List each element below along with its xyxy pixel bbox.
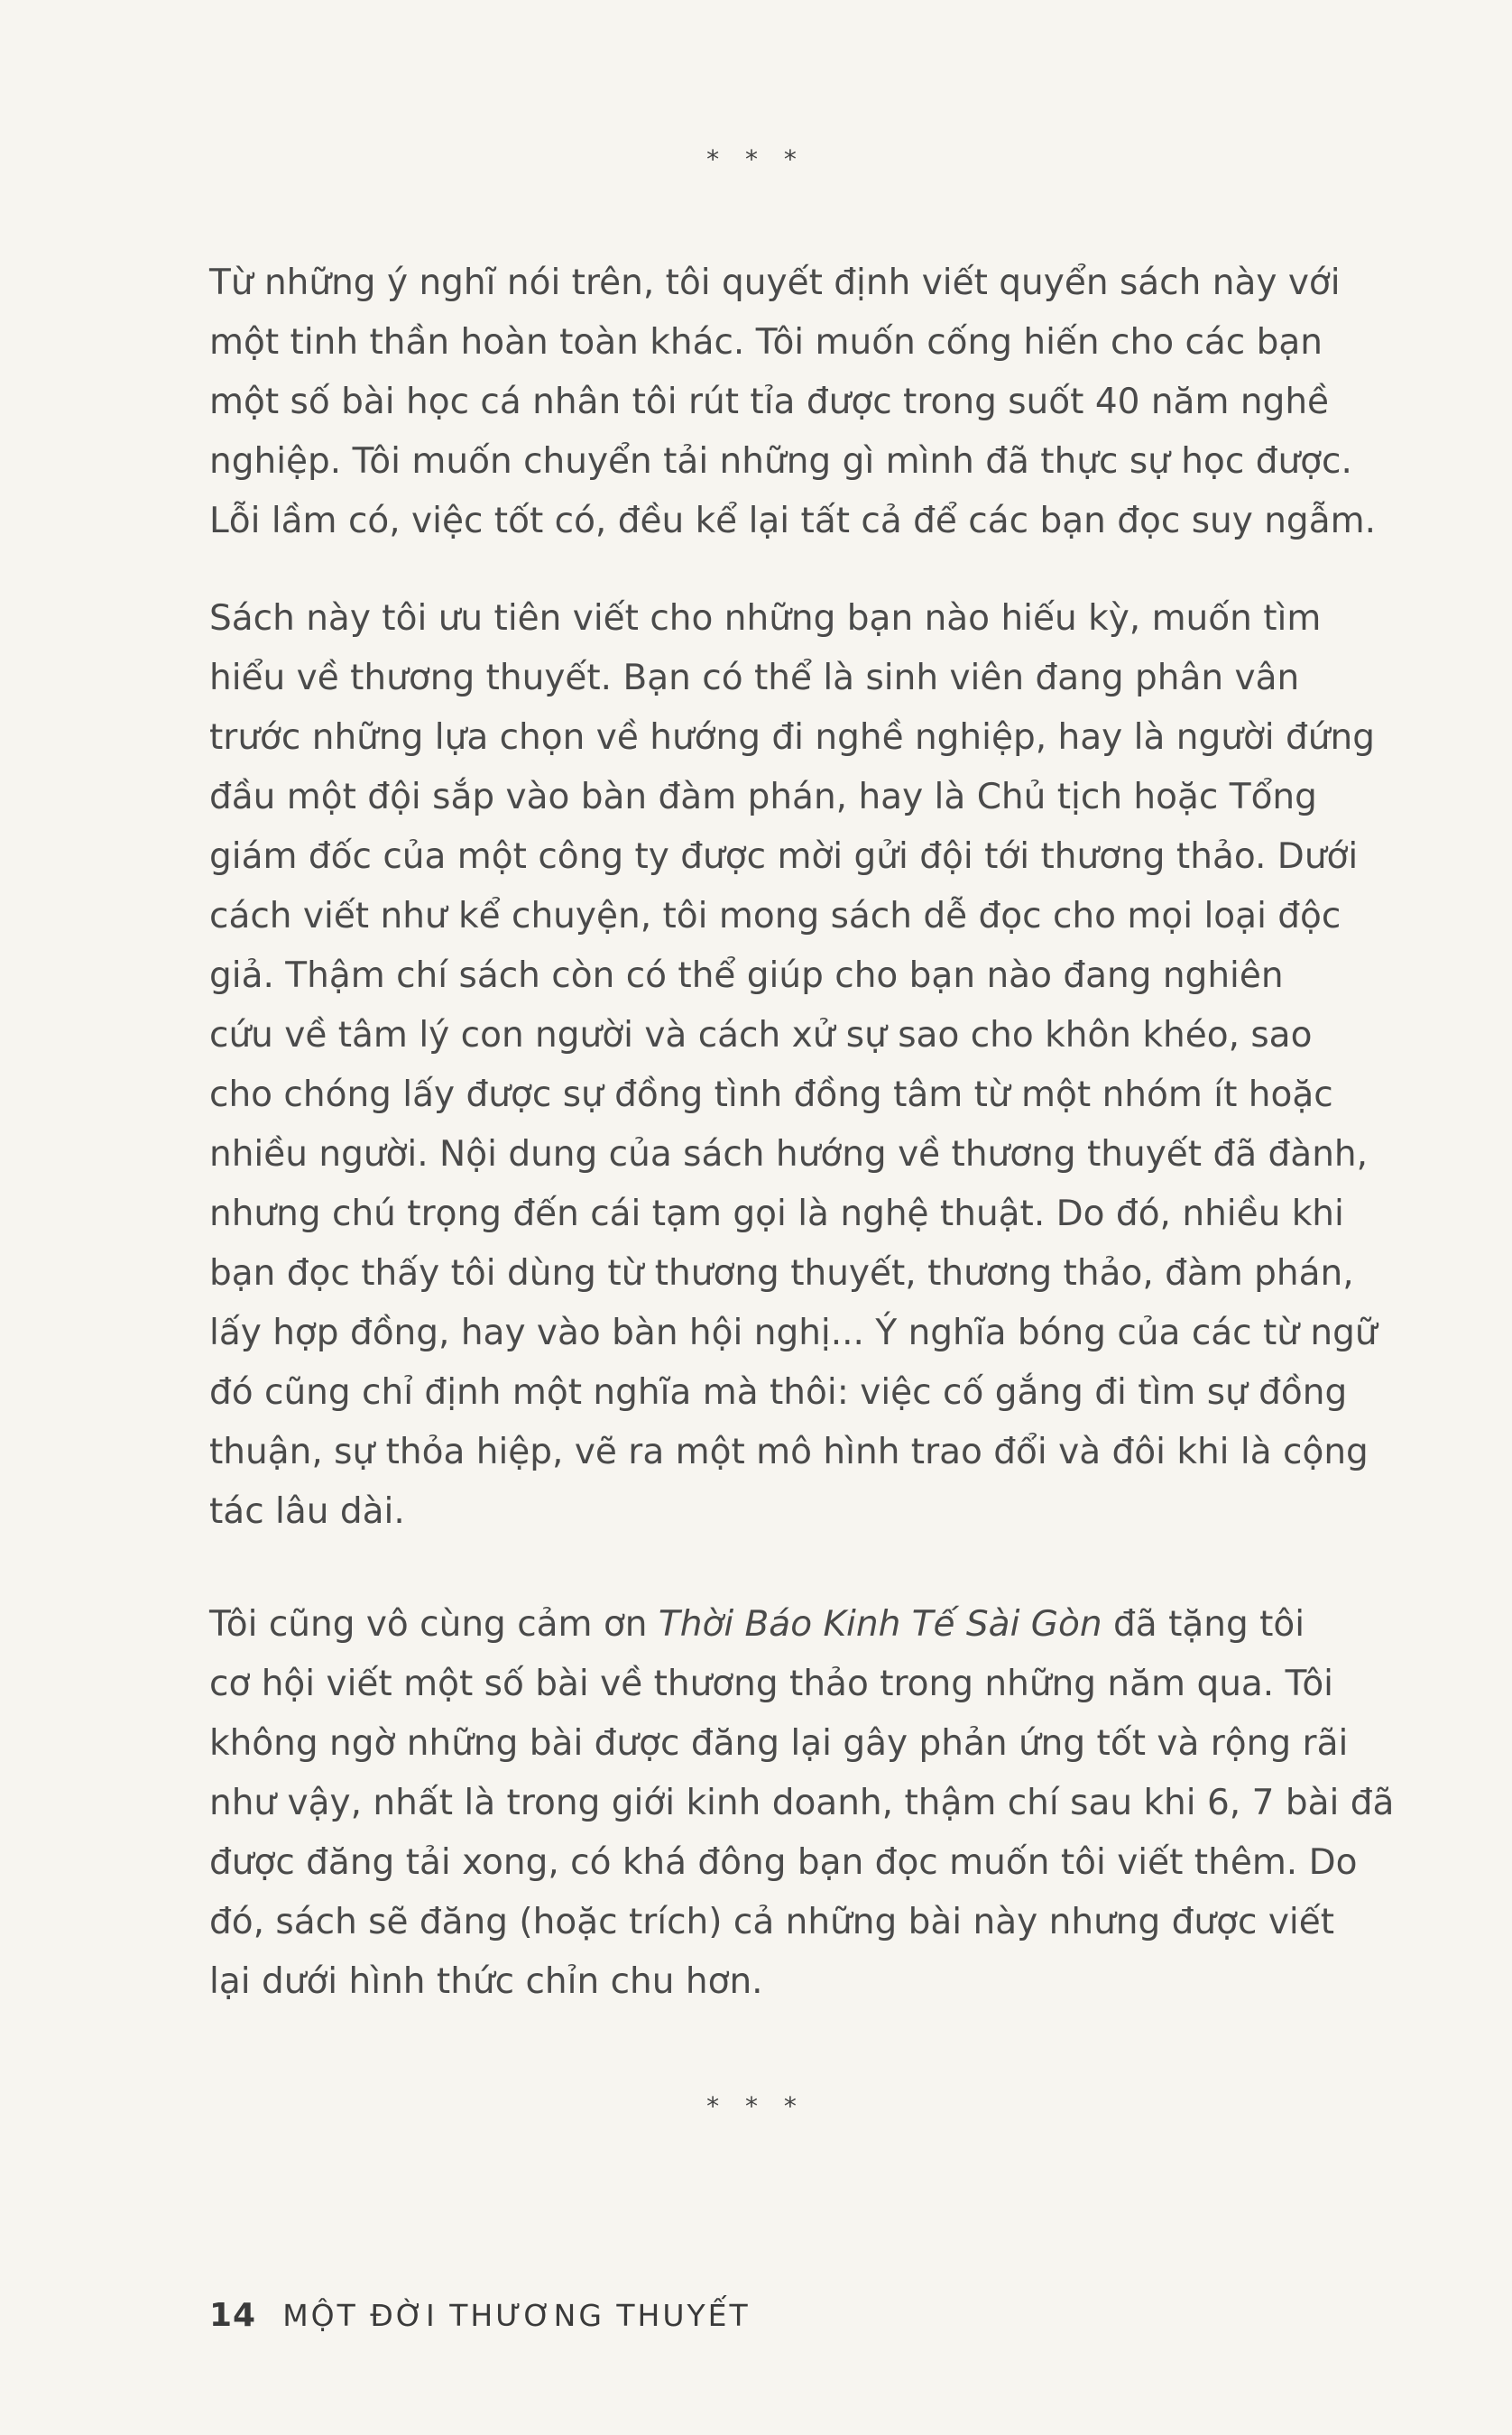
paragraph-3 (209, 1595, 1454, 2012)
paragraph-line-with-italic (209, 1595, 1454, 1655)
paragraph-2 (209, 589, 1454, 1542)
paragraph-line: Từ những ý nghĩ nói trên, tôi quyết định viết quyển sách này với (209, 263, 1341, 303)
paragraph-line: cách viết như kể chuyện, tôi mong sách dễ đọc cho mọi loại độc (209, 896, 1341, 936)
paragraph-text: đã tặng tôi (1102, 1604, 1305, 1645)
running-book-title: MỘT ĐỜI THƯƠNG THUYẾT (282, 2298, 751, 2333)
paragraph-line: được đăng tải xong, có khá đông bạn đọc muốn tôi viết thêm. Do (209, 1842, 1358, 1883)
paragraph-line: lại dưới hình thức chỉn chu hơn. (209, 1961, 763, 2002)
paragraph-line: như vậy, nhất là trong giới kinh doanh, thậm chí sau khi 6, 7 bài đã (209, 1783, 1395, 1823)
paragraph-line: thuận, sự thỏa hiệp, vẽ ra một mô hình trao đổi và đôi khi là cộng (209, 1432, 1369, 1472)
paragraph-line: đầu một đội sắp vào bàn đàm phán, hay là Chủ tịch hoặc Tổng (209, 777, 1317, 817)
paragraph-line: không ngờ những bài được đăng lại gây phản ứng tốt và rộng rãi (209, 1723, 1349, 1764)
paragraph-line: nghiệp. Tôi muốn chuyển tải những gì mình đã thực sự học được. (209, 441, 1352, 482)
paragraph-text: Tôi cũng vô cùng cảm ơn (209, 1604, 659, 1645)
paragraph-line: trước những lựa chọn về hướng đi nghề nghiệp, hay là người đứng (209, 717, 1375, 758)
paragraph-line: đó cũng chỉ định một nghĩa mà thôi: việc cố gắng đi tìm sự đồng (209, 1372, 1348, 1413)
newspaper-title-italic: Thời Báo Kinh Tế Sài Gòn (658, 1604, 1102, 1645)
paragraph-line: đó, sách sẽ đăng (hoặc trích) cả những bài này nhưng được viết (209, 1902, 1335, 1942)
paragraph-line: giám đốc của một công ty được mời gửi đội tới thương thảo. Dưới (209, 836, 1359, 877)
paragraph-line: Lỗi lầm có, việc tốt có, đều kể lại tất cả để các bạn đọc suy ngẫm. (209, 501, 1376, 541)
paragraph-line: giả. Thậm chí sách còn có thể giúp cho bạn nào đang nghiên (209, 955, 1284, 996)
paragraph-line: bạn đọc thấy tôi dùng từ thương thuyết, thương thảo, đàm phán, (209, 1253, 1354, 1294)
section-separator-top: * * * (706, 144, 806, 174)
paragraph-line: cho chóng lấy được sự đồng tình đồng tâm từ một nhóm ít hoặc (209, 1075, 1333, 1115)
paragraph-line: hiểu về thương thuyết. Bạn có thể là sinh viên đang phân vân (209, 658, 1300, 698)
paragraph-line: một số bài học cá nhân tôi rút tỉa được trong suốt 40 năm nghề (209, 382, 1330, 422)
section-separator-bottom: * * * (706, 2091, 806, 2121)
paragraph-line: lấy hợp đồng, hay vào bàn hội nghị... Ý nghĩa bóng của các từ ngữ (209, 1313, 1378, 1353)
page-footer (209, 2297, 751, 2334)
paragraph-line: nhiều người. Nội dung của sách hướng về thương thuyết đã đành, (209, 1134, 1369, 1175)
paragraph-line: một tinh thần hoàn toàn khác. Tôi muốn cống hiến cho các bạn (209, 322, 1323, 363)
paragraph-1 (209, 254, 1454, 551)
paragraph-line: cứu về tâm lý con người và cách xử sự sao cho khôn khéo, sao (209, 1015, 1313, 1056)
page-number: 14 (209, 2297, 257, 2334)
paragraph-line: nhưng chú trọng đến cái tạm gọi là nghệ thuật. Do đó, nhiều khi (209, 1194, 1344, 1234)
paragraph-line: cơ hội viết một số bài về thương thảo trong những năm qua. Tôi (209, 1664, 1334, 1704)
paragraph-line: tác lâu dài. (209, 1491, 405, 1532)
paragraph-line: Sách này tôi ưu tiên viết cho những bạn nào hiếu kỳ, muốn tìm (209, 598, 1322, 639)
